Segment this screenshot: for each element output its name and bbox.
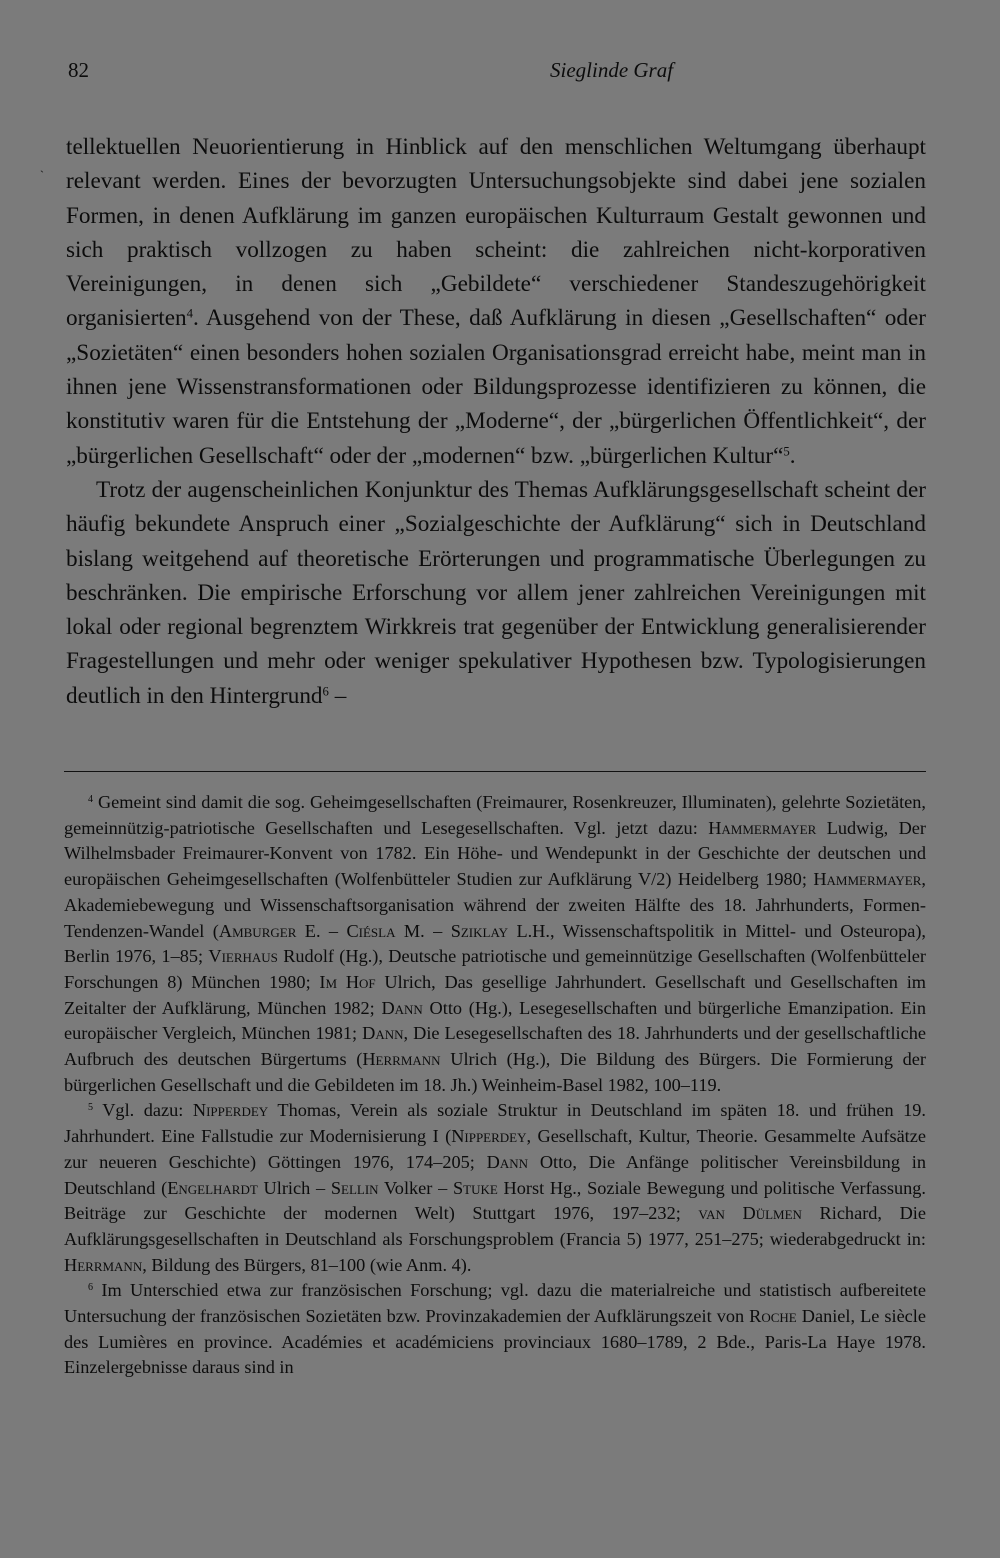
author-name: Ciésla <box>346 920 396 941</box>
author-name: Herrmann <box>64 1254 143 1275</box>
author-name: Vierhaus <box>208 946 278 967</box>
footnotes <box>64 790 926 1381</box>
footnote-ref[interactable]: 6 <box>322 684 329 699</box>
author-name: Im Hof <box>319 971 376 992</box>
paragraph: tellektuellen Neuorientierung in Hinblick auf den menschlichen Weltumgang überhaupt relevant werden. Eines der bevorzugten Untersuchungsobjekte sind dabei jene sozialen Formen, in denen Aufklärung im ganzen europäischen Kulturraum Gestalt gewonnen und sich praktisch vollzogen zu haben scheint: die zahlreichen nicht-korporativen Vereinigungen, in denen sich „Gebildete“ verschiedener Standeszugehörigkeit organisierten$^4$. Ausgehend von der These, daß Aufklärung in diesen „Gesellschaften“ oder „Sozietäten“ einen besonders hohen sozialen Organisationsgrad erreicht habe, meint man in ihnen jene Wissenstransformationen oder Bildungsprozesse identifizieren zu können, die konstitutiv waren für die Entstehung der „Moderne“, der „bürgerlichen Öffentlichkeit“, der „bürgerlichen Gesellschaft“ oder der „modernen“ bzw. „bürgerlichen Kultur“$^5$. <box>66 134 926 469</box>
main-text <box>66 130 926 713</box>
paragraph: Trotz der augenscheinlichen Konjunktur des Themas Aufklärungsgesellschaft scheint der häufig bekundete Anspruch einer „Sozialgeschichte der Aufklärung“ sich in Deutschland bislang weitgehend auf theoretische Erörterungen und programmatische Überlegungen zu beschränken. Die empirische Erforschung vor allem jener zahlreichen Vereinigungen mit lokal oder regional begrenztem Wirkkreis trat gegenüber der Entwicklung generalisierender Fragestellungen und mehr oder weniger spekulativer Hypothesen bzw. Typologisierungen deutlich in den Hintergrund$^6$ – <box>66 476 926 709</box>
footnote-separator <box>64 771 926 772</box>
author-name: van Dülmen <box>698 1203 802 1224</box>
author-name: Sziklay <box>450 920 509 941</box>
author-name: Nipperdey <box>451 1126 527 1147</box>
page-header <box>64 58 926 92</box>
author-name: Herrmann <box>362 1049 441 1070</box>
footnote-number: 5 <box>88 1102 94 1114</box>
author-name: Hammermayer <box>813 869 922 890</box>
footnote-ref[interactable]: 5 <box>783 444 790 459</box>
footnote-ref[interactable]: 4 <box>186 306 193 321</box>
author-name: Roche <box>749 1306 797 1327</box>
footnote-4: $^4$ Gemeint sind damit die sog. Geheimgesellschaften (Freimaurer, Rosenkreuzer, Illuminaten), gelehrte Sozietäten, gemeinnützig-patriotische Gesellschaften und Lesegesellschaften. Vgl. jetzt dazu: Hammermayer Ludwig, Der Wilhelmsbader Freimaurer-Konvent von 1782. Ein Höhe- und Wendepunkt in der Geschichte der deutschen und europäischen Geheimgesellschaften (Wolfenbütteler Studien zur Aufklärung V/2) Heidelberg 1980; Hammermayer, Akademiebewegung und Wissenschaftsorganisation während der zweiten Hälfte des 18. Jahrhunderts, Formen-Tendenzen-Wandel (Amburger E. – Ciésla M. – Sziklay L.H., Wissenschaftspolitik in Mittel- und Osteuropa), Berlin 1976, 1–85; Vierhaus Rudolf (Hg.), Deutsche patriotische und gemeinnützige Gesellschaften (Wolfenbütteler Forschungen 8) München 1980; Im Hof Ulrich, Das gesellige Jahrhundert. Gesellschaft und Gesellschaften im Zeitalter der Aufklärung, München 1982; Dann Otto (Hg.), Lesegesellschaften und bürgerliche Emanzipation. Ein europäischer Vergleich, München 1981; Dann, Die Lesegesellschaften des 18. Jahrhunderts und der gesellschaftliche Aufbruch des deutschen Bürgertums (Herrmann Ulrich (Hg.), Die Bildung des Bürgers. Die Formierung der bürgerlichen Gesellschaft und die Gebildeten im 18. Jh.) Weinheim-Basel 1982, 100–119. <box>64 792 927 1095</box>
author-name: Dann <box>381 997 423 1018</box>
author-name: Engelhardt <box>167 1177 258 1198</box>
footnote-number: 4 <box>88 793 94 805</box>
author-name: Amburger <box>218 920 297 941</box>
author-name: Dann <box>362 1023 404 1044</box>
footnote-6: $^6$ Im Unterschied etwa zur französischen Forschung; vgl. dazu die materialreiche und statistisch aufbereitete Untersuchung der französischen Sozietäten bzw. Provinzakademien der Aufklärungszeit von Roche Daniel, Le siècle des Lumières en province. Académies et académiciens provinciaux 1680–1789, 2 Bde., Paris-La Haye 1978. Einzelergebnisse daraus sind in <box>64 1280 926 1378</box>
author-name: Dann <box>486 1151 529 1172</box>
author-name: Sellin <box>330 1177 379 1198</box>
margin-mark: ` <box>40 168 44 182</box>
author-name: Nipperdey <box>192 1100 269 1121</box>
author-name: Stuke <box>452 1177 498 1198</box>
footnote-5: $^5$ Vgl. dazu: Nipperdey Thomas, Verein als soziale Struktur in Deutschland im späten 18. und frühen 19. Jahrhundert. Eine Fallstudie zur Modernisierung I (Nipperdey, Gesellschaft, Kultur, Theorie. Gesammelte Aufsätze zur neueren Geschichte) Göttingen 1976, 174–205; Dann Otto, Die Anfänge politischer Vereinsbildung in Deutschland (Engelhardt Ulrich – Sellin Volker – Stuke Horst Hg., Soziale Bewegung und politische Verfassung. Beiträge zur Geschichte der modernen Welt) Stuttgart 1976, 197–232; van Dülmen Richard, Die Aufklärungsgesellschaften in Deutschland als Forschungsproblem (Francia 5) 1977, 251–275; wiederabgedruckt in: Herrmann, Bildung des Bürgers, 81–100 (wie Anm. 4). <box>64 1100 926 1275</box>
page-number: 82 <box>68 58 89 82</box>
footnote-number: 6 <box>88 1282 94 1294</box>
running-head-author: Sieglinde Graf <box>550 58 674 82</box>
author-name: Hammermayer <box>708 817 817 838</box>
